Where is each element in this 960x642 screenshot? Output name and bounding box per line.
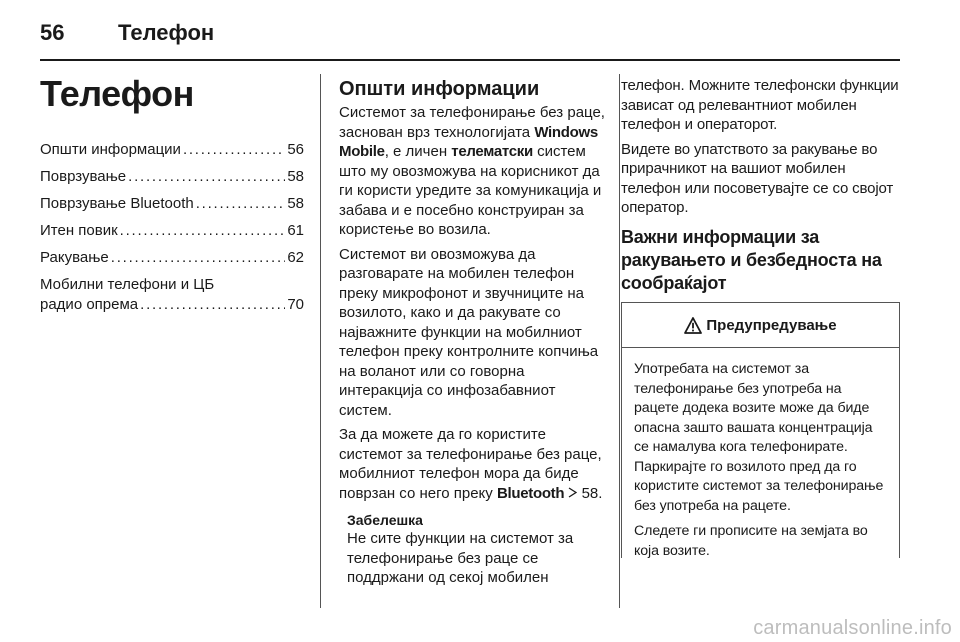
paragraph-capabilities: Системот ви овозможува да разговарате на мобилен телефон преку микрофонот и звучниците на возилото, како и да ракувате со најважните функции на мобилниот телефон преку контролните копчиња на воланот или со говорна интеракција со инфозабавниот систем. <box>339 245 599 419</box>
toc-entry-label: Итен повик <box>40 222 118 239</box>
paragraph-intro: Системот за телефонирање без раце, заснован врз технологијата Windows Mobile, е личен телематски систем што му овозможува на корисникот да ги користи уредите за комуникација и забава и е посебно конструиран за користење во возила. <box>339 104 605 238</box>
toc-entry-page: 62 <box>287 249 304 266</box>
warning-body <box>622 348 899 561</box>
toc-entry-label-line1: Мобилни телефони и ЦБ <box>40 276 215 293</box>
page-number: 56 <box>40 20 65 45</box>
watermark: carmanualsonline.info <box>753 617 952 639</box>
safety-heading: Важни информации за ракувањето и безбедноста на сообраќајот <box>621 226 882 293</box>
toc-entry-page: 56 <box>287 141 304 158</box>
toc-entry-label-line2: радио опрема <box>40 296 139 313</box>
toc-entry-mobile-phones-cb[interactable] <box>40 275 304 315</box>
toc-entry-page: 70 <box>287 296 304 313</box>
column-divider-1 <box>320 74 321 608</box>
toc-entry-label: Поврзување <box>40 168 127 185</box>
toc-entry-emergency-call[interactable] <box>40 221 304 241</box>
chapter-title: Телефон <box>40 73 194 114</box>
column-divider-2 <box>619 74 620 608</box>
toc-entry-operation[interactable] <box>40 248 304 268</box>
toc-entry-label: Ракување <box>40 249 109 266</box>
toc-entry-page: 58 <box>287 168 304 185</box>
toc-entry-label: Општи информации <box>40 141 181 158</box>
paragraph-requirements: За да можете да го користите системот за телефонирање без раце, мобилниот телефон мора да биде поврзан со него преку Bluetooth 58. <box>339 426 603 502</box>
table-of-contents <box>40 140 304 315</box>
left-column <box>40 74 304 322</box>
toc-leader-dots <box>111 248 286 268</box>
paragraph-phone-functions: телефон. Можните телефонски функции зависат од релевантниот мобилен телефон и операторот. <box>621 77 899 133</box>
toc-leader-dots <box>128 167 285 187</box>
toc-entry-general-info[interactable] <box>40 140 304 160</box>
paragraph-see-manual: Видете во упатството за ракување во прирачникот на вашиот мобилен телефон или посоветувајте се со својот оператор. <box>621 140 894 216</box>
toc-entry-bluetooth[interactable] <box>40 194 304 214</box>
toc-leader-dots <box>196 194 286 214</box>
warning-title: Предупредување <box>706 316 837 334</box>
windows-mobile-term: Windows Mobile <box>339 123 598 160</box>
note-text: Не сите функции на системот за телефонирање без раце се поддржани од секој мобилен <box>347 530 574 586</box>
toc-leader-dots <box>120 221 286 241</box>
warning-text-laws: Следете ги прописите на земјата во која возите. <box>634 523 868 559</box>
toc-entry-label: Поврзување Bluetooth <box>40 195 194 212</box>
telematic-term: телематски <box>451 143 533 160</box>
warning-header <box>622 302 899 348</box>
toc-entry-connecting[interactable] <box>40 167 304 187</box>
page-reference[interactable]: 58. <box>577 484 603 502</box>
toc-leader-dots <box>183 140 285 160</box>
header-rule <box>40 59 900 61</box>
middle-column <box>339 78 607 588</box>
section-title: Општи информации <box>339 78 540 100</box>
header-title: Телефон <box>118 20 215 45</box>
bluetooth-term: Bluetooth <box>496 484 565 502</box>
right-column <box>621 76 901 305</box>
note-title: Забелешка <box>347 512 423 528</box>
toc-entry-page: 58 <box>287 195 304 212</box>
toc-leader-dots <box>140 295 285 315</box>
warning-box <box>621 302 900 558</box>
warning-text: Употребата на системот за телефонирање без употреба на рацете додека возите може да биде опасна зашто вашата концентрација се намалува кога телефонирате. Паркирајте го возилото пред да го користите системот за телефонирање без употреба на рацете. <box>634 361 884 514</box>
note-box <box>339 511 607 588</box>
toc-entry-page: 61 <box>287 222 304 239</box>
warning-triangle-icon <box>684 316 702 334</box>
